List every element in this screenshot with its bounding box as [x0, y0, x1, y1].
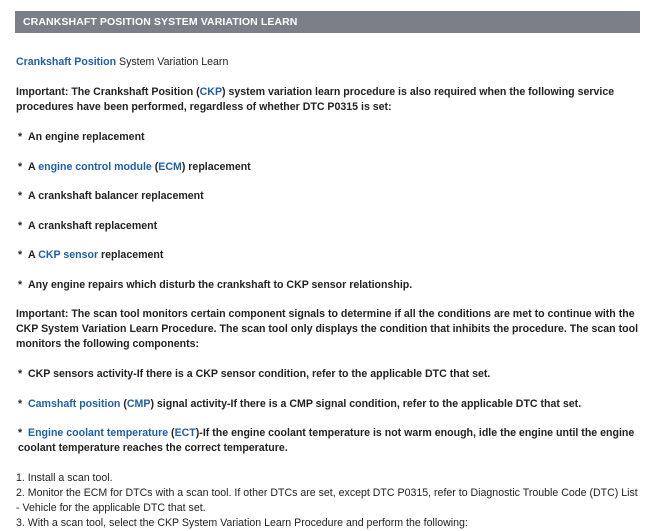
step-3: 3. With a scan tool, select the CKP System Variation Learn Procedure and perform the following: [16, 516, 468, 529]
engine-coolant-temperature-link[interactable]: Engine coolant temperature [28, 427, 169, 439]
list-item: * A crankshaft balancer replacement [18, 190, 204, 202]
procedure-content [16, 55, 640, 531]
ect-link[interactable]: ECT [174, 427, 196, 439]
important-note-2: Important: The scan tool monitors certain component signals to determine if all the conditions are met to continue with the CKP System Variation Learn Procedure. The scan tool only displays the condition that inhibits the procedure. The scan tool monitors the following components: [16, 308, 639, 350]
list-item: * A crankshaft replacement [18, 219, 158, 232]
list-item: * Camshaft position (CMP) signal activity-If there is a CMP signal condition, refer to the applicable DTC that set. [18, 397, 582, 410]
list-item: * CKP sensors activity-If there is a CKP sensor condition, refer to the applicable DTC that set. [18, 368, 491, 380]
list-item: * A CKP sensor replacement [18, 249, 164, 261]
cmp-link[interactable]: CMP [126, 397, 151, 410]
section-banner: CRANKSHAFT POSITION SYSTEM VARIATION LEARN [15, 11, 640, 33]
ckp-sensor-link[interactable]: CKP sensor [38, 249, 99, 261]
subtitle [16, 55, 640, 70]
crankshaft-position-link[interactable]: Crankshaft Position [16, 56, 117, 68]
step-1: 1. Install a scan tool. [16, 471, 113, 484]
important-note-1: Important: The Crankshaft Position (CKP) system variation learn procedure is also required when the following service procedures have been performed, regardless of whether DTC P0315 is set: [16, 86, 615, 113]
subtitle-rest: System Variation Learn [116, 56, 229, 68]
list-item: * An engine replacement [18, 131, 145, 143]
engine-control-module-link[interactable]: engine control module [38, 160, 152, 173]
ecm-link[interactable]: ECM [158, 160, 182, 173]
ckp-link[interactable]: CKP [199, 86, 223, 98]
list-item: * Any engine repairs which disturb the crankshaft to CKP sensor relationship. [18, 278, 413, 291]
camshaft-position-link[interactable]: Camshaft position [28, 397, 121, 410]
procedure-steps [16, 471, 640, 531]
list-item: * A engine control module (ECM) replacement [18, 160, 251, 173]
step-2: 2. Monitor the ECM for DTCs with a scan tool. If other DTCs are set, except DTC P0315, refer to Diagnostic Trouble Code (DTC) List - Vehicle for the applicable DTC that set. [16, 486, 638, 514]
list-item: * Engine coolant temperature (ECT)-If the engine coolant temperature is not warm enough, idle the engine until the engine coolant temperature reaches the correct temperature. [18, 427, 635, 454]
